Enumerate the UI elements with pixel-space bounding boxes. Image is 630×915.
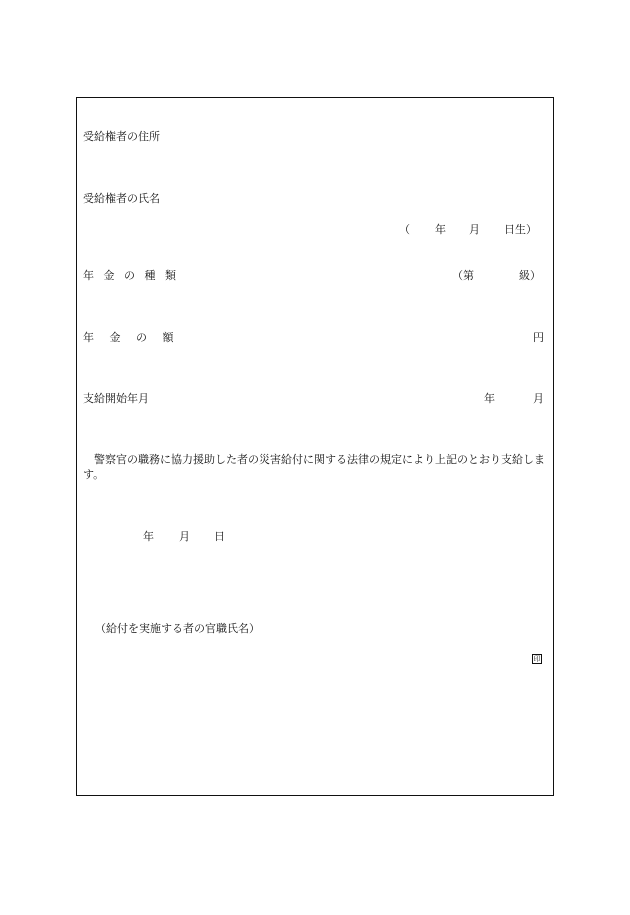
seal-mark: 印: [533, 655, 541, 663]
date-month-label: 月: [179, 530, 190, 543]
name-label: 受給権者の氏名: [83, 192, 160, 205]
payment-start-label: 支給開始年月: [83, 392, 149, 405]
statement-text: 警察官の職務に協力援助した者の災害給付に関する法律の規定により上記のとおり支給します。: [83, 453, 545, 481]
birth-month-label: 月: [469, 223, 480, 236]
birth-day-label: 日生）: [504, 223, 537, 236]
date-year-label: 年: [143, 530, 154, 543]
birth-year-label: 年: [435, 223, 446, 236]
pension-amount-label: 年 金 の 額: [83, 331, 180, 344]
birth-open-paren: （: [399, 223, 410, 236]
date-day-label: 日: [214, 530, 225, 543]
grade-close: 級）: [519, 269, 541, 282]
start-year-label: 年: [484, 392, 495, 405]
address-label: 受給権者の住所: [83, 130, 160, 143]
form-frame: [76, 97, 554, 796]
pension-type-label: 年 金 の 種 類: [83, 269, 179, 282]
official-label: （給付を実施する者の官職氏名）: [95, 622, 260, 635]
grade-open: （第: [452, 269, 474, 282]
yen-label: 円: [533, 331, 544, 344]
start-month-label: 月: [533, 392, 544, 405]
